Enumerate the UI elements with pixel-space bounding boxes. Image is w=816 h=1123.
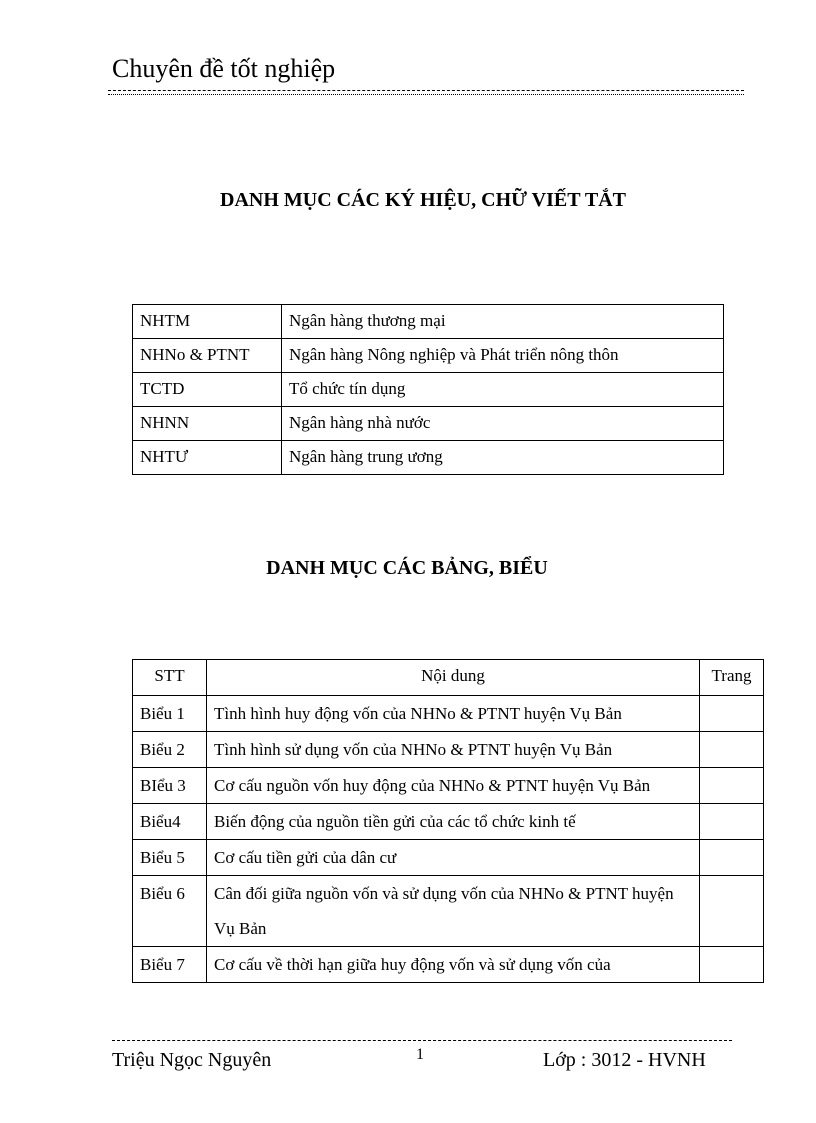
header-divider [108, 90, 744, 91]
row-content: Cơ cấu nguồn vốn huy động của NHNo & PTNT huyện Vụ Bản [207, 768, 700, 804]
table-row [133, 407, 724, 441]
row-stt: Biểu 1 [133, 696, 207, 732]
row-stt: Biểu 7 [133, 947, 207, 983]
abbreviation-meaning: Ngân hàng thương mại [282, 305, 724, 339]
row-stt: Biểu 6 [133, 876, 207, 947]
table-row [133, 947, 764, 983]
row-content: Tình hình sử dụng vốn của NHNo & PTNT huyện Vụ Bản [207, 732, 700, 768]
column-header-page: Trang [700, 660, 764, 696]
row-page [700, 696, 764, 732]
table-row [133, 339, 724, 373]
row-content: Tình hình huy động vốn của NHNo & PTNT huyện Vụ Bản [207, 696, 700, 732]
row-stt: Biểu4 [133, 804, 207, 840]
row-page [700, 732, 764, 768]
table-row [133, 441, 724, 475]
row-page [700, 804, 764, 840]
abbreviation-code: NHNN [133, 407, 282, 441]
table-row [133, 768, 764, 804]
tables-list-heading: DANH MỤC CÁC BẢNG, BIỂU [266, 557, 548, 579]
table-row [133, 373, 724, 407]
table-header-row [133, 660, 764, 696]
footer-page-number: 1 [416, 1046, 424, 1063]
abbreviations-table [132, 304, 724, 475]
row-page [700, 768, 764, 804]
abbreviation-code: NHNo & PTNT [133, 339, 282, 373]
row-page [700, 840, 764, 876]
abbreviation-code: NHTƯ [133, 441, 282, 475]
table-row [133, 732, 764, 768]
document-header-title: Chuyên đề tốt nghiệp [112, 54, 336, 83]
footer-divider [112, 1040, 732, 1041]
table-row [133, 840, 764, 876]
row-content: Biến động của nguồn tiền gửi của các tổ chức kinh tế [207, 804, 700, 840]
column-header-content: Nội dung [207, 660, 700, 696]
footer-class-label: Lớp : 3012 - HVNH [543, 1049, 706, 1071]
table-row [133, 876, 764, 947]
abbreviation-meaning: Ngân hàng Nông nghiệp và Phát triển nông thôn [282, 339, 724, 373]
row-stt: Biểu 5 [133, 840, 207, 876]
header-divider-secondary [108, 94, 744, 95]
tables-list-table [132, 659, 764, 983]
column-header-stt: STT [133, 660, 207, 696]
abbreviation-meaning: Tổ chức tín dụng [282, 373, 724, 407]
abbreviations-heading: DANH MỤC CÁC KÝ HIỆU, CHỮ VIẾT TẮT [220, 189, 626, 211]
row-content: Cơ cấu về thời hạn giữa huy động vốn và sử dụng vốn của [207, 947, 700, 983]
abbreviation-code: NHTM [133, 305, 282, 339]
row-page [700, 876, 764, 947]
row-content: Cơ cấu tiền gửi của dân cư [207, 840, 700, 876]
footer-author: Triệu Ngọc Nguyên [112, 1049, 272, 1071]
row-content: Cân đối giữa nguồn vốn và sử dụng vốn của NHNo & PTNT huyện Vụ Bản [207, 876, 700, 947]
row-stt: BIểu 3 [133, 768, 207, 804]
abbreviation-meaning: Ngân hàng trung ương [282, 441, 724, 475]
abbreviation-meaning: Ngân hàng nhà nước [282, 407, 724, 441]
table-row [133, 696, 764, 732]
abbreviation-code: TCTD [133, 373, 282, 407]
row-page [700, 947, 764, 983]
row-stt: Biểu 2 [133, 732, 207, 768]
table-row [133, 305, 724, 339]
table-row [133, 804, 764, 840]
